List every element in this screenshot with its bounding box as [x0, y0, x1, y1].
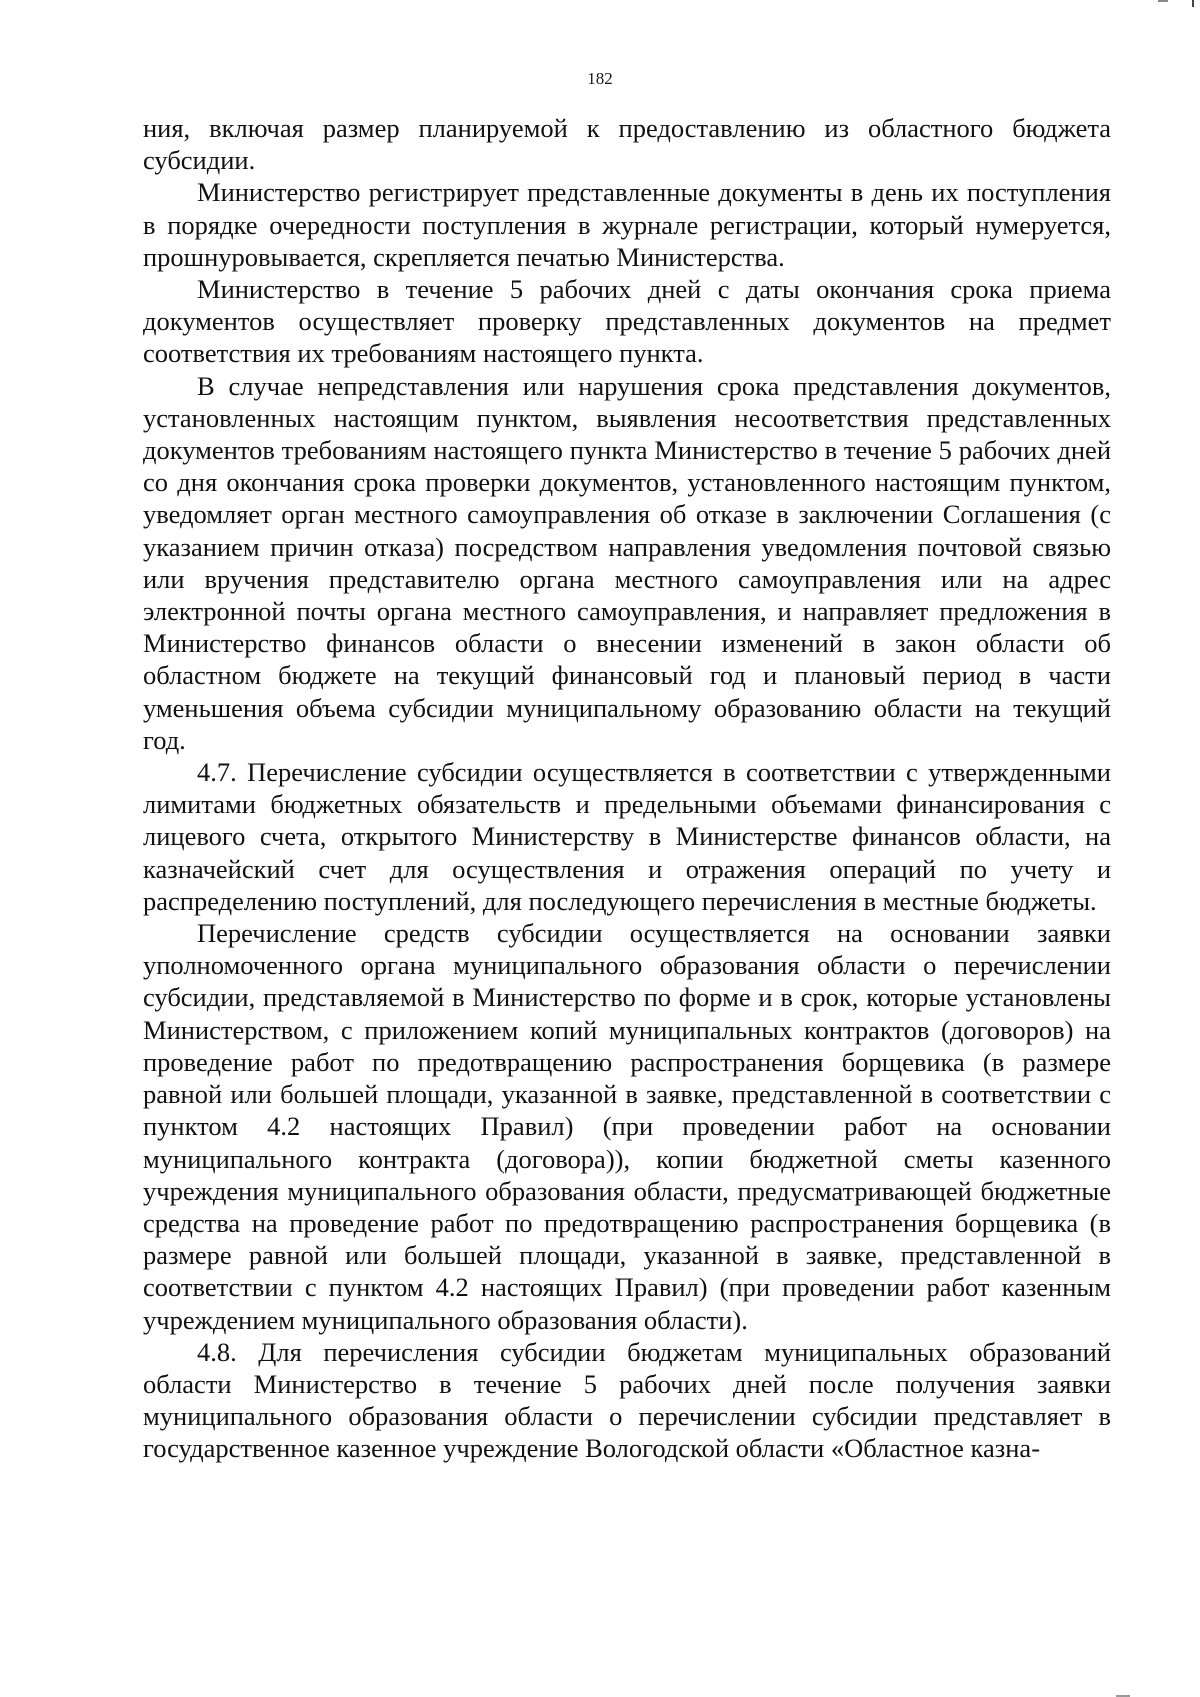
paragraph-4-8: 4.8. Для перечисления субсидии бюджетам муниципальных образований области Министерство в течение 5 рабочих дней после получения заявки муниципального образования области о перечислении субсидии представляет в государственное казенное учреждение Вологодской области «Областное казна-	[143, 1336, 1111, 1464]
paragraph-4-7: 4.7. Перечисление субсидии осуществляется в соответствии с утвержденными лимитами бюджетных обязательств и предельными объемами финансирования с лицевого счета, открытого Министерству в Министерстве финансов области, на казначейский счет для осуществления и отражения операций по учету и распределению поступлений, для последующего перечисления в местные бюджеты.	[143, 757, 1111, 916]
paragraph-verification: Министерство в течение 5 рабочих дней с даты окончания срока приема документов осуществляет проверку представленных документов на предмет соответствия их требованиям настоящего пункта.	[143, 274, 1111, 369]
paragraph-continuation: ния, включая размер планируемой к предоставлению из областного бюджета субсидии.	[143, 113, 1111, 176]
page-number: 182	[587, 69, 613, 88]
scan-artifact	[1192, 0, 1194, 7]
paragraph-transfer-basis: Перечисление средств субсидии осуществляется на основании заявки уполномоченного органа муниципального образования области о перечислении субсидии, представляемой в Министерство по форме и в срок, которые установлены Министерством, с приложением копий муниципальных контрактов (договоров) на проведение работ по предотвращению распространения борщевика (в размере равной или большей площади, указанной в заявке, представленной в соответствии с пунктом 4.2 настоящих Правил) (при проведении работ на основании муниципального контракта (договора)), копии бюджетной сметы казенного учреждения муниципального образования области, предусматривающей бюджетные средства на проведение работ по предотвращению распространения борщевика (в размере равной или большей площади, указанной в заявке, представленной в соответствии с пунктом 4.2 настоящих Правил) (при проведении работ казенным учреждением муниципального образования области).	[143, 918, 1111, 1335]
paragraph-registration: Министерство регистрирует представленные документы в день их поступления в порядке очередности поступления в журнале регистрации, который нумеруется, прошнуровывается, скрепляется печатью Министерства.	[143, 177, 1111, 272]
document-body	[143, 112, 1111, 1465]
scan-artifact	[1158, 0, 1168, 2]
paragraph-refusal: В случае непредставления или нарушения срока представления документов, установленных настоящим пунктом, выявления несоответствия представленных документов требованиям настоящего пункта Министерство в течение 5 рабочих дней со дня окончания срока проверки документов, установленного настоящим пунктом, уведомляет орган местного самоуправления об отказе в заключении Соглашения (с указанием причин отказа) посредством направления уведомления почтовой связью или вручения представителю органа местного самоуправления или на адрес электронной почты органа местного самоуправления, и направляет предложения в Министерство финансов области о внесении изменений в закон области об областном бюджете на текущий финансовый год и плановый период в части уменьшения объема субсидии муниципальному образованию области на текущий год.	[143, 370, 1111, 755]
